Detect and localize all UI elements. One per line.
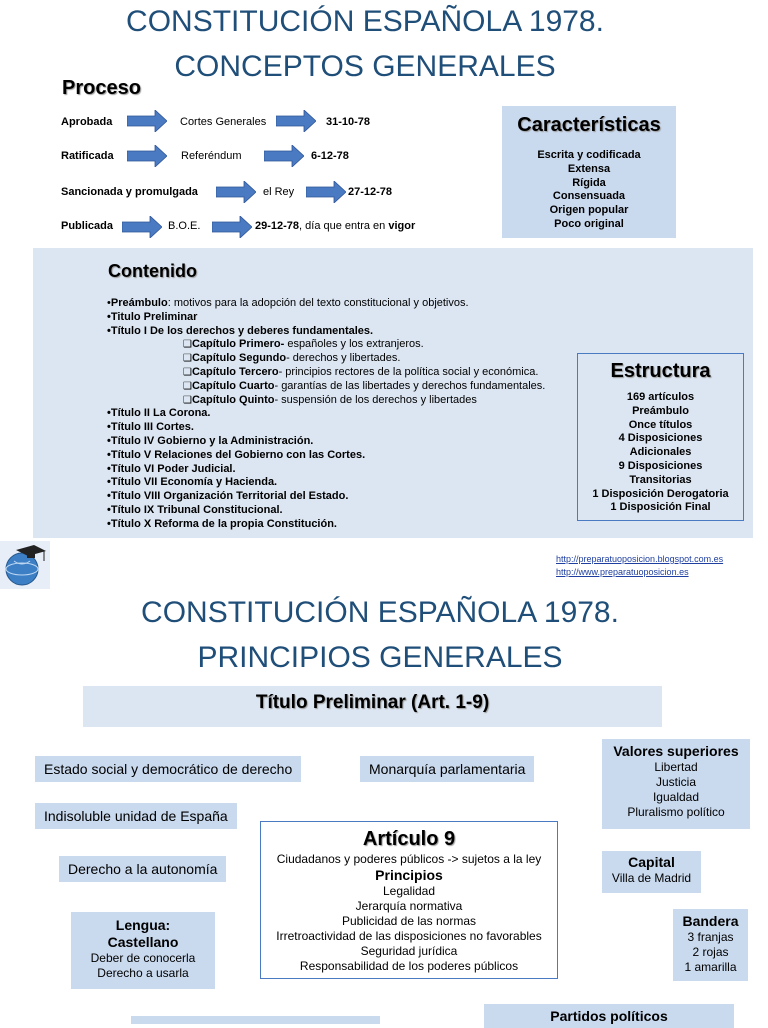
checkbox-icon: ❑: [183, 366, 192, 378]
list-item: •Título IX Tribunal Constitucional.: [107, 503, 283, 516]
proceso-date: 31-10-78: [326, 116, 371, 128]
valores-box: [602, 739, 750, 829]
list-item: Seguridad jurídica: [360, 944, 458, 958]
lengua-heading: Lengua:: [115, 917, 171, 933]
list-item: ❑Capítulo Cuarto- garantías de las libertades y derechos fundamentales.: [183, 379, 546, 392]
cut-off-box: [131, 1016, 380, 1024]
valores-heading: Valores superiores: [613, 743, 739, 759]
arrow-right-icon: [127, 110, 167, 132]
list-item: ❑Capítulo Quinto- suspensión de los derechos y libertades: [183, 393, 477, 406]
list-item: Transitorias: [629, 473, 692, 486]
bandera-box: [673, 909, 748, 981]
proceso-label: Publicada: [61, 220, 113, 232]
list-item: •Título II La Corona.: [107, 407, 211, 420]
list-item: Legalidad: [382, 884, 436, 898]
monarquia-pill: Monarquía parlamentaria: [360, 756, 534, 782]
list-item: Justicia: [655, 775, 696, 789]
list-item: 4 Disposiciones: [618, 432, 703, 445]
arrow-right-icon: [276, 110, 316, 132]
list-item: •Título VII Economía y Hacienda.: [107, 476, 278, 489]
list-item: Rígida: [572, 176, 606, 189]
estructura-heading: Estructura: [610, 360, 711, 382]
checkbox-icon: ❑: [183, 339, 192, 351]
list-item: •Título V Relaciones del Gobierno con las Cortes.: [107, 448, 366, 461]
list-item: Consensuada: [552, 190, 626, 203]
list-item: Pluralismo político: [627, 805, 725, 819]
proceso-middle: Cortes Generales: [180, 116, 267, 128]
list-item: Extensa: [567, 162, 611, 175]
estado-social-pill: Estado social y democrático de derecho: [35, 756, 301, 782]
list-item: Derecho a usarla: [97, 966, 189, 980]
list-item: Adicionales: [629, 446, 692, 459]
proceso-date: 29-12-78, día que entra en vigor: [255, 220, 416, 232]
list-item: Poco original: [554, 217, 624, 230]
list-item: Jerarquía normativa: [355, 899, 463, 913]
checkbox-icon: ❑: [183, 380, 192, 392]
arrow-right-icon: [306, 181, 346, 203]
titulo-preliminar-banner: Título Preliminar (Art. 1-9): [83, 686, 662, 727]
articulo9-box: [260, 821, 558, 979]
capitulos-list: [107, 338, 577, 407]
list-item: Deber de conocerla: [90, 951, 196, 965]
list-item: ❑Capítulo Tercero- principios rectores de la política social y económica.: [183, 365, 539, 378]
proceso-label: Sancionada y promulgada: [61, 186, 198, 198]
caracteristicas-box: [502, 106, 676, 238]
proceso-date: 6-12-78: [311, 150, 349, 162]
arrow-right-icon: [216, 181, 256, 203]
list-item: 1 amarilla: [684, 960, 737, 974]
graduation-globe-logo: [0, 541, 50, 589]
unidad-pill: Indisoluble unidad de España: [35, 803, 237, 829]
list-item: •Título X Reforma de la propia Constitución.: [107, 517, 337, 530]
capital-box: [602, 851, 701, 893]
arrow-right-icon: [127, 145, 167, 167]
articulo9-subtitle: Ciudadanos y poderes públicos -> sujetos a la ley: [276, 852, 542, 866]
proceso-heading: Proceso: [62, 77, 141, 99]
proceso-middle: Referéndum: [181, 150, 242, 162]
bandera-heading: Bandera: [682, 913, 739, 929]
list-item: Origen popular: [549, 204, 629, 217]
list-item: Escrita y codificada: [537, 149, 641, 161]
checkbox-icon: ❑: [183, 353, 192, 365]
articulo9-heading: Artículo 9: [362, 828, 456, 850]
proceso-date: 27-12-78: [348, 186, 393, 198]
caracteristicas-heading: Características: [517, 114, 661, 136]
slide1-title-line1: CONSTITUCIÓN ESPAÑOLA 1978.: [126, 5, 604, 38]
list-item: ❑Capítulo Primero- españoles y los extranjeros.: [183, 338, 424, 351]
list-item: •Título VI Poder Judicial.: [107, 462, 236, 475]
checkbox-icon: ❑: [183, 394, 192, 406]
list-item: Irretroactividad de las disposiciones no favorables: [276, 929, 542, 943]
estructura-list: [578, 391, 743, 515]
arrow-right-icon: [212, 216, 252, 238]
slide2-title-line2: PRINCIPIOS GENERALES: [197, 641, 563, 674]
slide2-title-line1: CONSTITUCIÓN ESPAÑOLA 1978.: [141, 596, 619, 629]
website-link[interactable]: http://www.preparatuoposicion.es: [556, 567, 689, 577]
proceso-label: Ratificada: [61, 150, 114, 162]
lengua-heading2: Castellano: [107, 934, 179, 950]
list-item: •Preámbulo: motivos para la adopción del texto constitucional y objetivos.: [107, 297, 469, 309]
list-item: •Título III Cortes.: [107, 421, 194, 434]
proceso-middle: el Rey: [263, 186, 295, 198]
list-item: •Título VIII Organización Territorial del Estado.: [107, 490, 349, 503]
proceso-middle: B.O.E.: [168, 220, 201, 232]
lengua-box: [71, 912, 215, 989]
list-item: Igualdad: [652, 790, 700, 804]
links: [556, 552, 723, 578]
partidos-heading: Partidos políticos: [550, 1008, 668, 1024]
list-item: Publicidad de las normas: [341, 914, 477, 928]
autonomia-pill: Derecho a la autonomía: [59, 856, 226, 882]
partidos-box: [484, 1004, 734, 1028]
capital-value: Villa de Madrid: [611, 871, 692, 885]
list-item: Once títulos: [628, 418, 693, 431]
list-item: 1 Disposición Derogatoria: [592, 487, 729, 500]
list-item: 169 artículos: [626, 391, 695, 403]
principios-heading: Principios: [375, 867, 443, 883]
list-item: 1 Disposición Final: [610, 501, 711, 514]
list-item: 3 franjas: [687, 930, 734, 944]
caracteristicas-list: [502, 149, 676, 232]
list-item: Libertad: [654, 760, 698, 774]
list-item: 9 Disposiciones: [618, 459, 703, 472]
list-item: •Título I De los derechos y deberes fundamentales.: [107, 324, 374, 337]
list-item: •Titulo Preliminar: [107, 310, 198, 323]
proceso-label: Aprobada: [61, 116, 113, 128]
list-item: •Título IV Gobierno y la Administración.: [107, 434, 314, 447]
blog-link[interactable]: http://preparatuoposicion.blogspot.com.es: [556, 554, 724, 564]
list-item: Responsabilidad de los poderes públicos: [299, 959, 519, 973]
contenido-list: [107, 297, 577, 532]
estructura-box: [577, 353, 744, 521]
capital-heading: Capital: [628, 854, 675, 870]
arrow-right-icon: [264, 145, 304, 167]
slide1-title-line2: CONCEPTOS GENERALES: [174, 50, 556, 83]
list-item: 2 rojas: [692, 945, 729, 959]
arrow-right-icon: [122, 216, 162, 238]
list-item: Preámbulo: [632, 404, 689, 417]
contenido-heading: Contenido: [108, 261, 197, 281]
list-item: ❑Capítulo Segundo- derechos y libertades.: [183, 352, 401, 365]
